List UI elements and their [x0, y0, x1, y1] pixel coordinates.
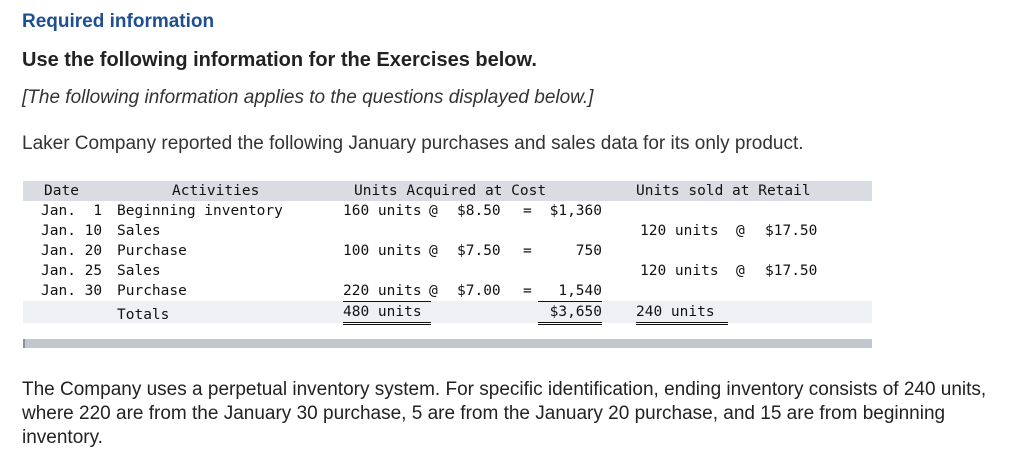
header-units-sold: Units sold at Retail: [636, 183, 811, 199]
totals-sold-units: 240 units: [636, 302, 728, 325]
totals-acquired-total: $3,650: [538, 302, 602, 325]
row-acquired-price: $7.50: [457, 243, 501, 259]
row-date: Jan. 1: [41, 203, 103, 219]
row-activity: Sales: [117, 223, 161, 239]
row-sold-units: 120 units: [640, 223, 719, 239]
row-acquired-equals: =: [523, 283, 532, 299]
scrollbar[interactable]: [23, 339, 872, 348]
row-acquired-at: @: [429, 203, 438, 219]
row-sold-at: @: [736, 263, 745, 279]
row-acquired-units: 100 units: [343, 243, 422, 259]
inventory-table: [23, 181, 872, 324]
row-acquired-total: 750: [575, 243, 602, 259]
totals-label: Totals: [117, 307, 170, 323]
header-date: Date: [44, 183, 79, 199]
required-information-heading: Required information: [22, 11, 215, 32]
row-activity: Purchase: [117, 243, 187, 259]
row-date: Jan. 30: [41, 283, 103, 299]
row-acquired-total: 1,540: [538, 281, 602, 302]
row-sold-units: 120 units: [640, 263, 719, 279]
row-acquired-price: $7.00: [457, 283, 501, 299]
applies-note: [The following information applies to the questions displayed below.]: [22, 87, 594, 108]
row-acquired-price: $8.50: [457, 203, 501, 219]
header-activities: Activities: [172, 183, 260, 199]
row-date: Jan. 20: [41, 243, 103, 259]
row-date: Jan. 25: [41, 263, 103, 279]
row-date: Jan. 10: [41, 223, 103, 239]
instructions-heading: Use the following information for the Exercises below.: [22, 49, 537, 71]
intro-text: Laker Company reported the following January purchases and sales data for its only product.: [22, 133, 804, 154]
header-units-acquired: Units Acquired at Cost: [354, 183, 547, 199]
row-sold-price: $17.50: [765, 223, 818, 239]
row-acquired-equals: =: [523, 243, 532, 259]
row-acquired-total: $1,360: [549, 203, 602, 219]
row-acquired-equals: =: [523, 203, 532, 219]
row-acquired-at: @: [429, 283, 438, 299]
row-activity: Purchase: [117, 283, 187, 299]
row-sold-price: $17.50: [765, 263, 818, 279]
row-sold-at: @: [736, 223, 745, 239]
footer-paragraph: The Company uses a perpetual inventory system. For specific identification, ending inventory consists of 240 units, where 220 are from the January 30 purchase, 5 are from the January 20 purchase, and 15 are from beginning inventory.: [22, 379, 987, 448]
row-acquired-at: @: [429, 243, 438, 259]
totals-acquired-units: 480 units: [343, 302, 431, 325]
row-activity: Sales: [117, 263, 161, 279]
row-acquired-units: 220 units: [343, 281, 431, 302]
row-activity: Beginning inventory: [117, 203, 283, 219]
row-acquired-units: 160 units: [343, 203, 422, 219]
